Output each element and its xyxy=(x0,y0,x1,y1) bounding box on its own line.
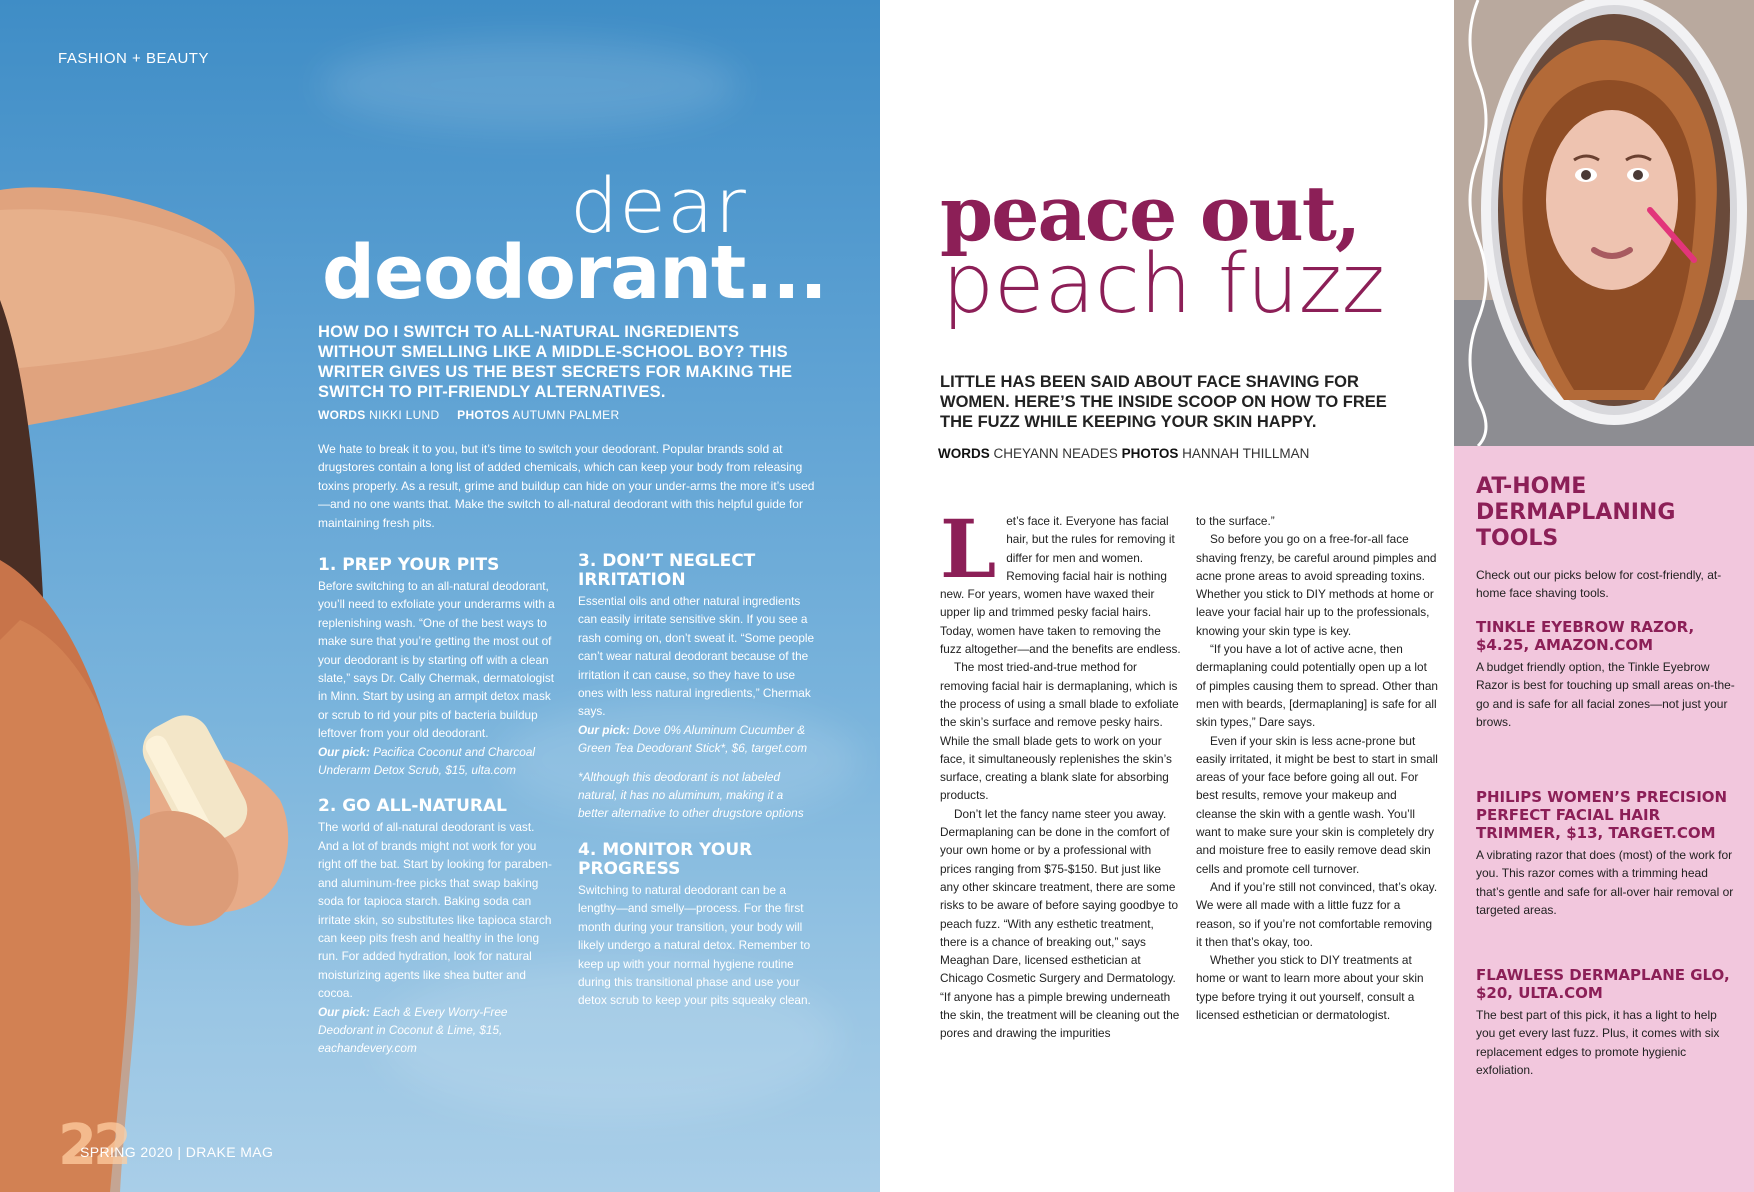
section-label: FASHION + BEAUTY xyxy=(58,50,209,67)
product-description: A vibrating razor that does (most) of the work for you. This razor comes with a trimming head that’s gentle and safe for all-over hair removal or targeted areas. xyxy=(1476,848,1734,917)
section-body: Switching to natural deodorant can be a lengthy—and smelly—process. For the first month during your transition, your body will likely undergo a natural detox. Remember to keep up with your normal hygiene routine during this transitional phase and use your detox scrub to keep your pits squeaky clean. xyxy=(578,882,811,1008)
body-paragraph: et’s face it. Everyone has facial hair, but the rules for removing it differ for men and women. Removing facial hair is nothing new. For years, women have waxed their upper lip and trimmed pesky facial hairs. Today, women have taken to removing the fuzz altogether—and the benefits are endless. xyxy=(940,514,1181,657)
byline xyxy=(318,408,619,422)
body-paragraph-text: “If you have a lot of active acne, then dermaplaning could potentially open up a lot of pimples causing them to spread. Other than men with beards, [dermaplaning] is safe for all skin types,” Dare says. xyxy=(1196,642,1438,730)
left-column-2 xyxy=(578,552,816,1010)
body-paragraph xyxy=(1196,640,1438,731)
sidebar-intro: Check out our picks below for cost-friendly, at-home face shaving tools. xyxy=(1476,568,1722,600)
article-intro: We hate to break it to you, but it’s time to switch your deodorant. Popular brands sold at drugstores contain a long list of added chemicals, which can keep your body from releasing toxins properly. As a result, grime and buildup can hide on your under-arms the more it’s used—and no one wants that. Make the switch to all-natural deodorant with this helpful guide for maintaining fresh pits. xyxy=(318,442,815,530)
product-description: The best part of this pick, it has a light to help you get every last fuzz. Plus, it comes with six replacement edges to promote hygienic exfoliation. xyxy=(1476,1008,1720,1077)
page-number: 22 xyxy=(58,1113,128,1178)
body-paragraph-text: Whether you stick to DIY treatments at home or want to learn more about your skin type before trying it out yourself, consult a licensed esthetician or dermatologist. xyxy=(1196,953,1424,1023)
body-paragraph xyxy=(1196,951,1438,1024)
folio xyxy=(58,1113,318,1178)
our-pick-label: Our pick: xyxy=(318,1004,370,1019)
words-name: NIKKI LUND xyxy=(369,408,440,422)
cloud xyxy=(320,40,740,130)
our-pick xyxy=(578,721,816,758)
our-pick-text: Dove 0% Aluminum Cucumber & Green Tea Deodorant Stick*, $6, target.com xyxy=(578,722,808,756)
drop-cap: L xyxy=(940,502,997,596)
our-pick-label: Our pick: xyxy=(318,744,370,759)
product-name: TINKLE EYEBROW RAZOR, $4.25, AMAZON.COM xyxy=(1476,618,1695,654)
article-title-line1: peace out, xyxy=(940,169,1360,258)
section-body: The world of all-natural deodorant is vast. And a lot of brands might not work for you right off the bat. Start by looking for paraben- and aluminum-free picks that swap baking soda for tapioca starch. Baking soda can irritate skin, so substitutes like tapioca starch can keep pits fresh and healthy in the long run. For added hydration, look for natural moisturizing agents like shea butter and cocoa. xyxy=(318,820,552,1001)
byline xyxy=(938,446,1309,461)
body-paragraph xyxy=(940,805,1182,1043)
body-paragraph: to the surface.” xyxy=(1196,514,1275,528)
words-name: CHEYANN NEADES xyxy=(993,446,1118,461)
section-heading: 2. GO ALL-NATURAL xyxy=(318,796,507,817)
body-paragraph xyxy=(1196,878,1438,951)
body-paragraph-text: Even if your skin is less acne-prone but easily irritated, it might be best to start in small areas of your face before going all out. For best results, remove your makeup and cleanse the skin with a gentle wash. You’ll want to make sure your skin is completely dry and moisture free to easily remove dead skin cells and promote cell turnover. xyxy=(1196,733,1438,876)
woman-applying-deodorant-illustration xyxy=(0,0,320,1192)
product-item xyxy=(1476,618,1738,731)
our-pick-label: Our pick: xyxy=(578,722,630,737)
mirror-portrait-photo xyxy=(1454,0,1754,446)
article-deck: LITTLE HAS BEEN SAID ABOUT FACE SHAVING FOR WOMEN. HERE’S THE INSIDE SCOOP ON HOW TO FREE THE FUZZ WHILE KEEPING YOUR SKIN HAPPY. xyxy=(940,373,1387,431)
photos-name: HANNAH THILLMAN xyxy=(1182,446,1310,461)
folio-text: SPRING 2020 | DRAKE MAG xyxy=(80,1144,274,1160)
section-heading: 4. MONITOR YOUR PROGRESS xyxy=(578,839,753,879)
product-item xyxy=(1476,966,1738,1079)
body-column-1 xyxy=(940,502,1182,1043)
article-title-line2: deodorant... xyxy=(322,230,827,316)
product-name: FLAWLESS DERMAPLANE GLO, $20, ULTA.COM xyxy=(1476,966,1730,1002)
photos-name: AUTUMN PALMER xyxy=(512,408,620,422)
article-title-line2: peach fuzz xyxy=(942,237,1385,332)
body-paragraph xyxy=(940,658,1182,804)
sidebar-panel xyxy=(1454,446,1754,1192)
section-heading: 1. PREP YOUR PITS xyxy=(318,555,500,575)
product-description: A budget friendly option, the Tinkle Eyebrow Razor is best for touching up small areas on-the-go and is safe for all facial zones—not just your brows. xyxy=(1476,660,1735,729)
our-pick-text: Pacifica Coconut and Charcoal Underarm Detox Scrub, $15, ulta.com xyxy=(318,744,536,778)
body-column-2 xyxy=(1196,512,1438,1024)
body-paragraph xyxy=(1196,732,1438,878)
words-label: WORDS xyxy=(318,408,366,422)
product-name: PHILIPS WOMEN’S PRECISION PERFECT FACIAL HAIR TRIMMER, $13, TARGET.COM xyxy=(1476,788,1728,842)
body-paragraph xyxy=(1196,530,1438,640)
our-pick xyxy=(318,1003,556,1058)
mirror-portrait-illustration xyxy=(1454,0,1754,446)
sidebar-title: AT-HOME DERMAPLANING TOOLS xyxy=(1476,474,1676,551)
footnote: *Although this deodorant is not labeled natural, it has no aluminum, making it a better alternative to other drugstore options xyxy=(578,769,804,821)
body-paragraph-text: So before you go on a free-for-all face shaving frenzy, be careful around pimples and acne prone areas to avoid spreading toxins. Whether you stick to DIY methods at home or leave your facial hair up to the professionals, knowing your skin type is key. xyxy=(1196,532,1437,638)
body-paragraph-text: The most tried-and-true method for removing facial hair is dermaplaning, which is the process of using a small blade to exfoliate the skin’s surface and remove pesky hairs. While the small blade gets to work on your face, it simultaneously replenishes the skin’s surface, creating a blank slate for absorbing products. xyxy=(940,660,1179,803)
section-body: Before switching to an all-natural deodorant, you’ll need to exfoliate your underarms with a replenishing wash. “One of the best ways to make sure that you’re getting the most out of your deodorant is by starting off with a clean slate,” says Dr. Cally Chermak, dermatologist in Minn. Start by using an armpit detox mask or scrub to rid your pits of bacteria buildup leftover from your old deodorant. xyxy=(318,579,555,741)
photos-label: PHOTOS xyxy=(1121,446,1179,461)
body-paragraph-text: Don’t let the fancy name steer you away. Dermaplaning can be done in the comfort of your own home or by a professional with prices ranging from $75-$150. But just like any other skincare treatment, there are some risks to be aware of before saying goodbye to peach fuzz. “With any esthetic treatment, there is a chance of breaking out,” says Meaghan Dare, licensed esthetician at Chicago Cosmetic Surgery and Dermatology. “If anyone has a pimple brewing underneath the skin, the treatment will be cleaning out the pores and drawing the impurities xyxy=(940,806,1180,1041)
photos-label: PHOTOS xyxy=(457,408,510,422)
our-pick-text: Each & Every Worry-Free Deodorant in Coconut & Lime, $15, eachandevery.com xyxy=(318,1004,508,1056)
left-column-1 xyxy=(318,556,556,1058)
our-pick xyxy=(318,743,556,780)
article-deck: HOW DO I SWITCH TO ALL-NATURAL INGREDIENTS WITHOUT SMELLING LIKE A MIDDLE-SCHOOL BOY? THIS WRITER GIVES US THE BEST SECRETS FOR MAKING THE SWITCH TO PIT-FRIENDLY ALTERNATIVES. xyxy=(318,323,793,401)
words-label: WORDS xyxy=(938,446,990,461)
section-body: Essential oils and other natural ingredients can easily irritate sensitive skin. If you see a rash coming on, don’t sweat it. “Some people can’t wear natural deodorant because of the irritation it can cause, so they have to use ones with less natural ingredients,” Chermak says. xyxy=(578,594,815,719)
article-title-line1: dear xyxy=(570,161,747,250)
product-item xyxy=(1476,788,1738,919)
body-paragraph-text: And if you’re still not convinced, that’s okay. We were all made with a little fuzz for a reason, so if you’re not comfortable removing it then that’s okay, too. xyxy=(1196,879,1438,949)
section-heading: 3. DON’T NEGLECT IRRITATION xyxy=(578,551,756,590)
